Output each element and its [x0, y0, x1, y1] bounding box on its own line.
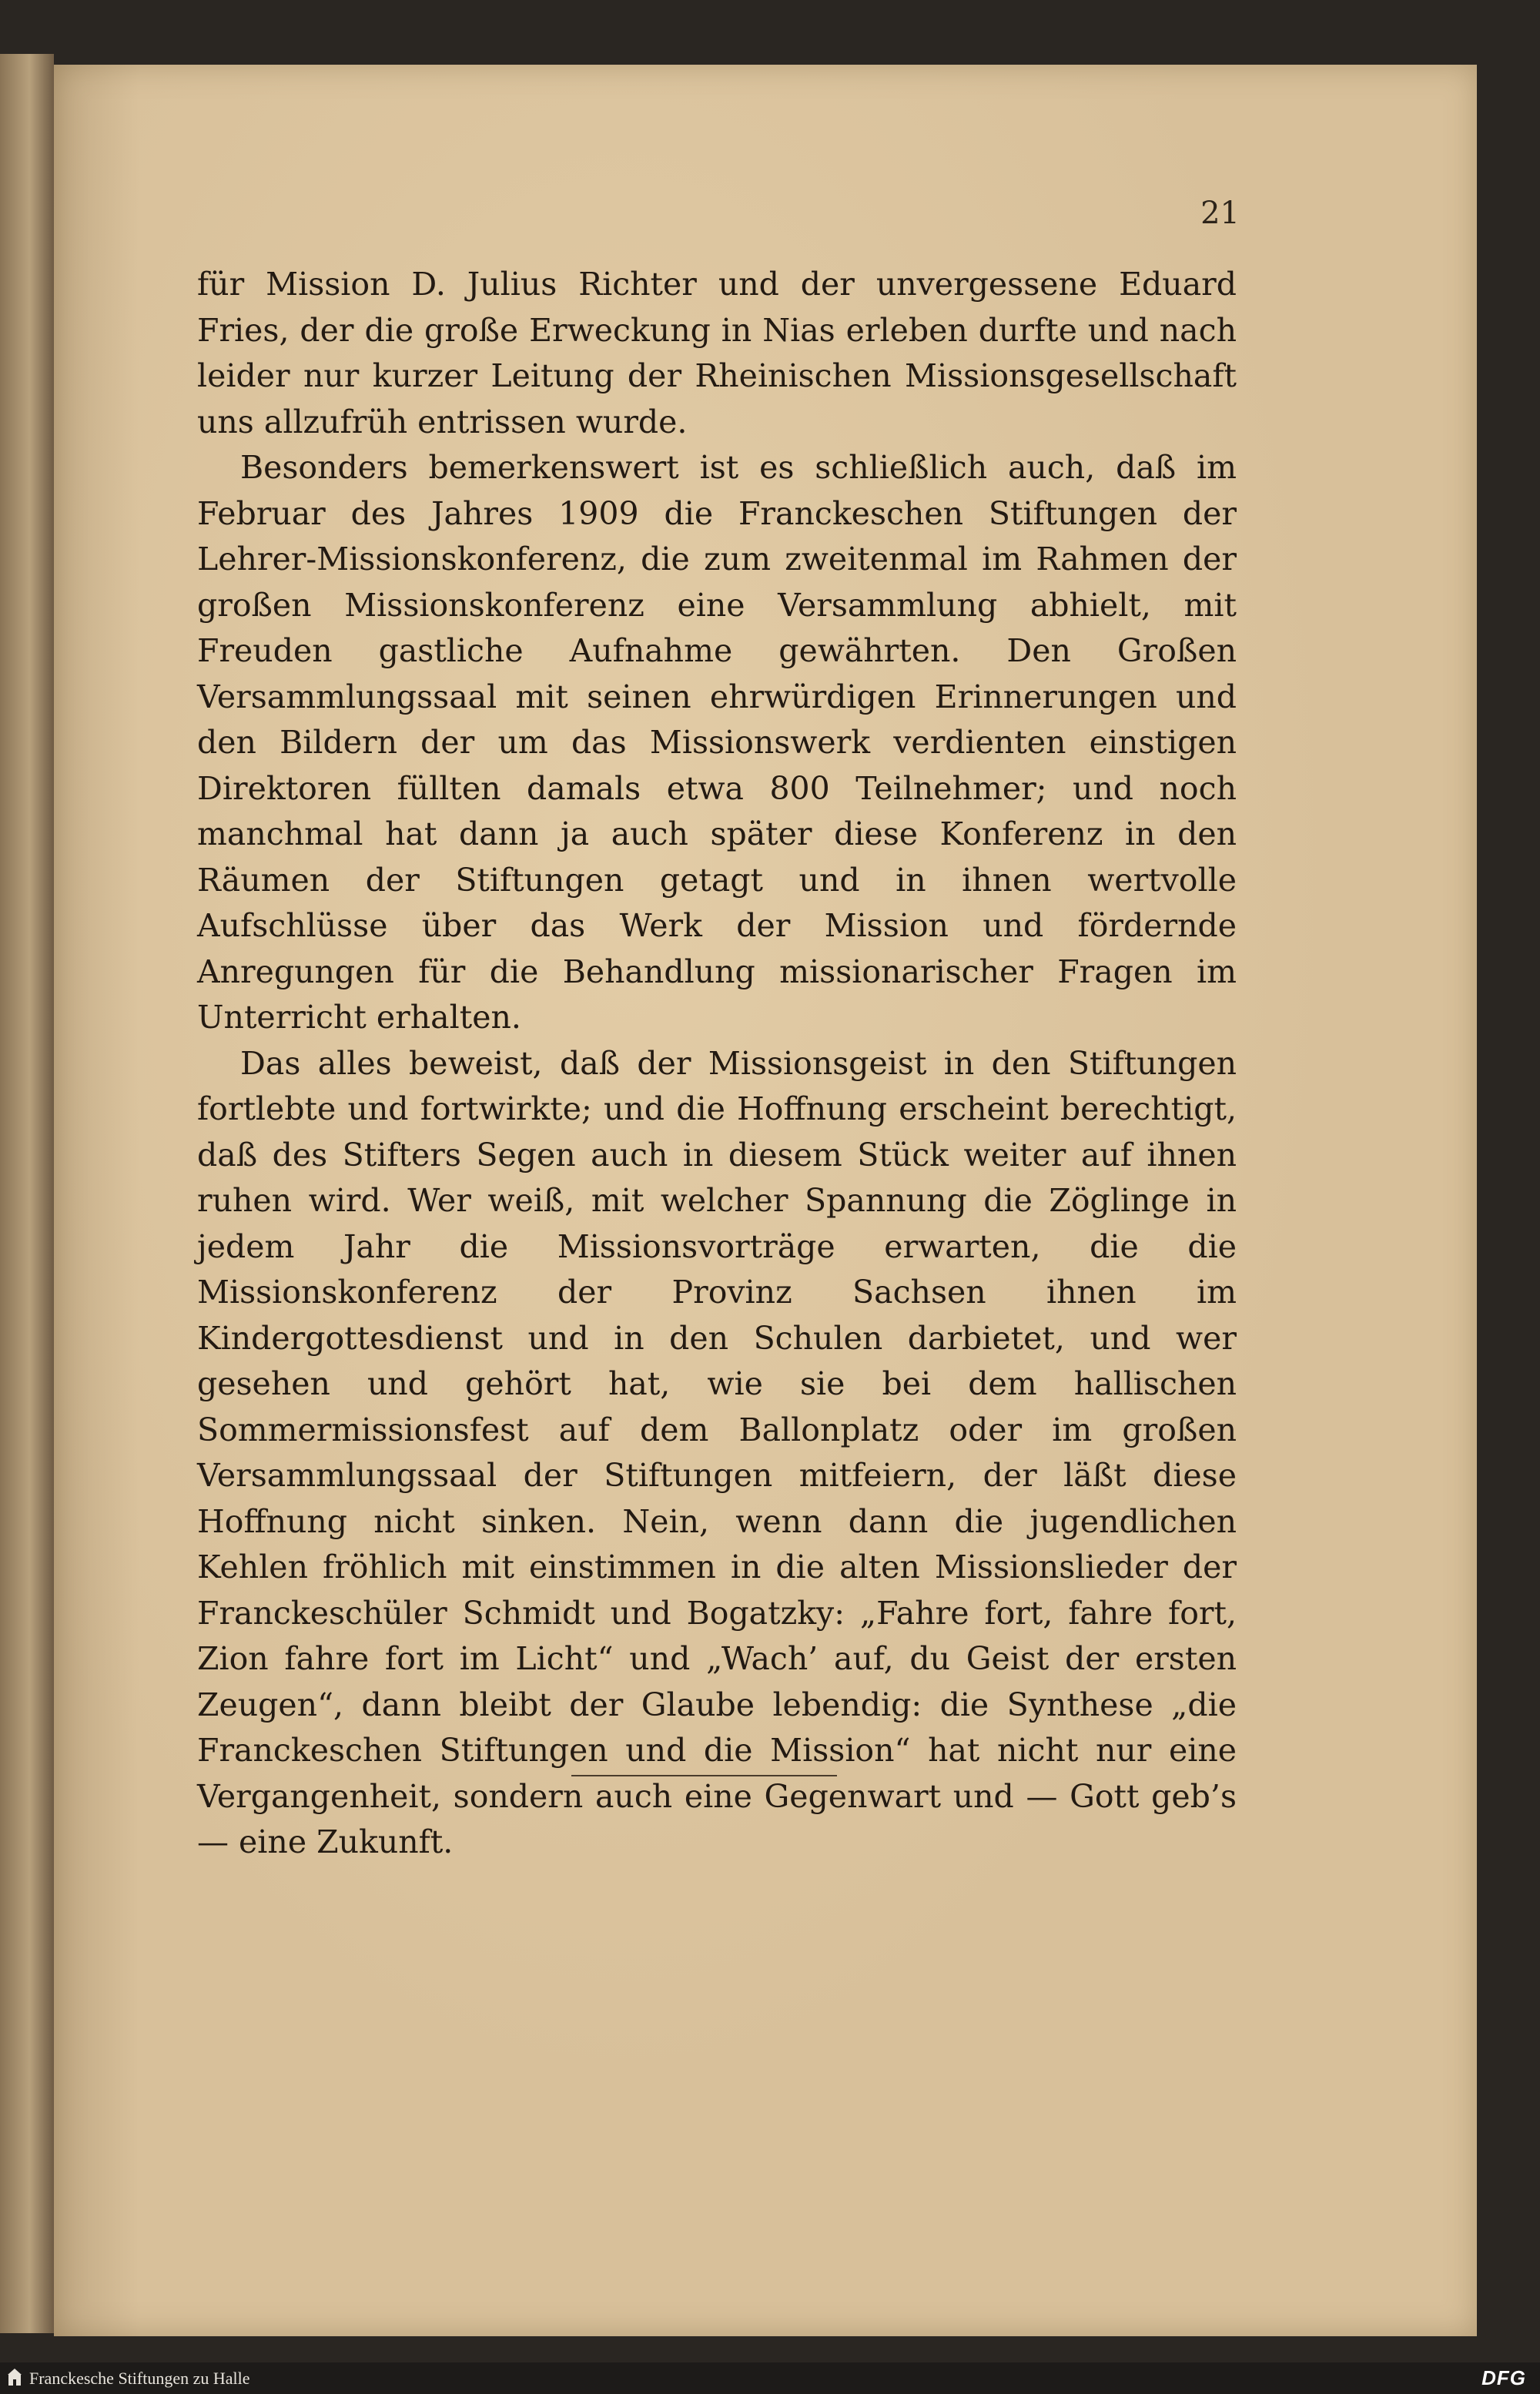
footer-institution: Franckesche Stiftungen zu Halle [29, 2369, 250, 2388]
paragraph: Besonders bemerkenswert ist es schließlich auch, daß im Februar des Jahres 1909 die Franckeschen Stiftungen der Lehrer-Missionskonferenz, die zum zweitenmal im Rahmen der großen Missionskonferenz eine Versammlung abhielt, mit Freuden gastliche Aufnahme gewährten. Den Großen Versammlungssaal mit seinen ehrwürdigen Erinnerungen und den Bildern der um das Missionswerk verdienten einstigen Direktoren füllten damals etwa 800 Teilnehmer; und noch manchmal hat dann ja auch später diese Konferenz in den Räumen der Stiftungen getagt und in ihnen wertvolle Aufschlüsse über das Werk der Mission und fördernde Anregungen für die Behandlung missionarischer Fragen im Unterricht erhalten. [197, 449, 1237, 1036]
body-text [197, 262, 1237, 1866]
facing-page-edge [0, 54, 54, 2333]
paragraph: für Mission D. Julius Richter und der unvergessene Eduard Fries, der die große Erweckung in Nias erleben durfte und nach leider nur kurzer Leitung der Rheinischen Missionsgesellschaft uns allzufrüh entrissen wurde. [197, 266, 1237, 440]
institution-logo-icon [6, 2367, 23, 2389]
paragraph: Das alles beweist, daß der Missionsgeist in den Stiftungen fortlebte und fortwirkte; und die Hoffnung erscheint berechtigt, daß des Stifters Segen auch in diesem Stück weiter auf ihnen ruhen wird. Wer weiß, mit welcher Spannung die Zöglinge in jedem Jahr die Missionsvorträge erwarten, die die Missionskonferenz der Provinz Sachsen ihnen im Kindergottesdienst und in den Schulen darbietet, und wer gesehen und gehört hat, wie sie bei dem hallischen Sommermissionsfest auf dem Ballonplatz oder im großen Versammlungssaal der Stiftungen mitfeiern, der läßt diese Hoffnung nicht sinken. Nein, wenn dann die jugendlichen Kehlen fröhlich mit einstimmen in die alten Missionslieder der Franckeschüler Schmidt und Bogatzky: „Fahre fort, fahre fort, Zion fahre fort im Licht“ und „Wach’ auf, du Geist der ersten Zeugen“, dann bleibt der Glaube lebendig: die Synthese „die Franckeschen Stiftungen und die Mission“ hat nicht nur eine Vergangenheit, sondern auch eine Gegenwart und — Gott geb’s — eine Zukunft. [197, 1044, 1237, 1860]
page-number: 21 [1200, 196, 1240, 231]
dfg-logo: DFG [1481, 2366, 1526, 2389]
section-divider [571, 1775, 837, 1776]
